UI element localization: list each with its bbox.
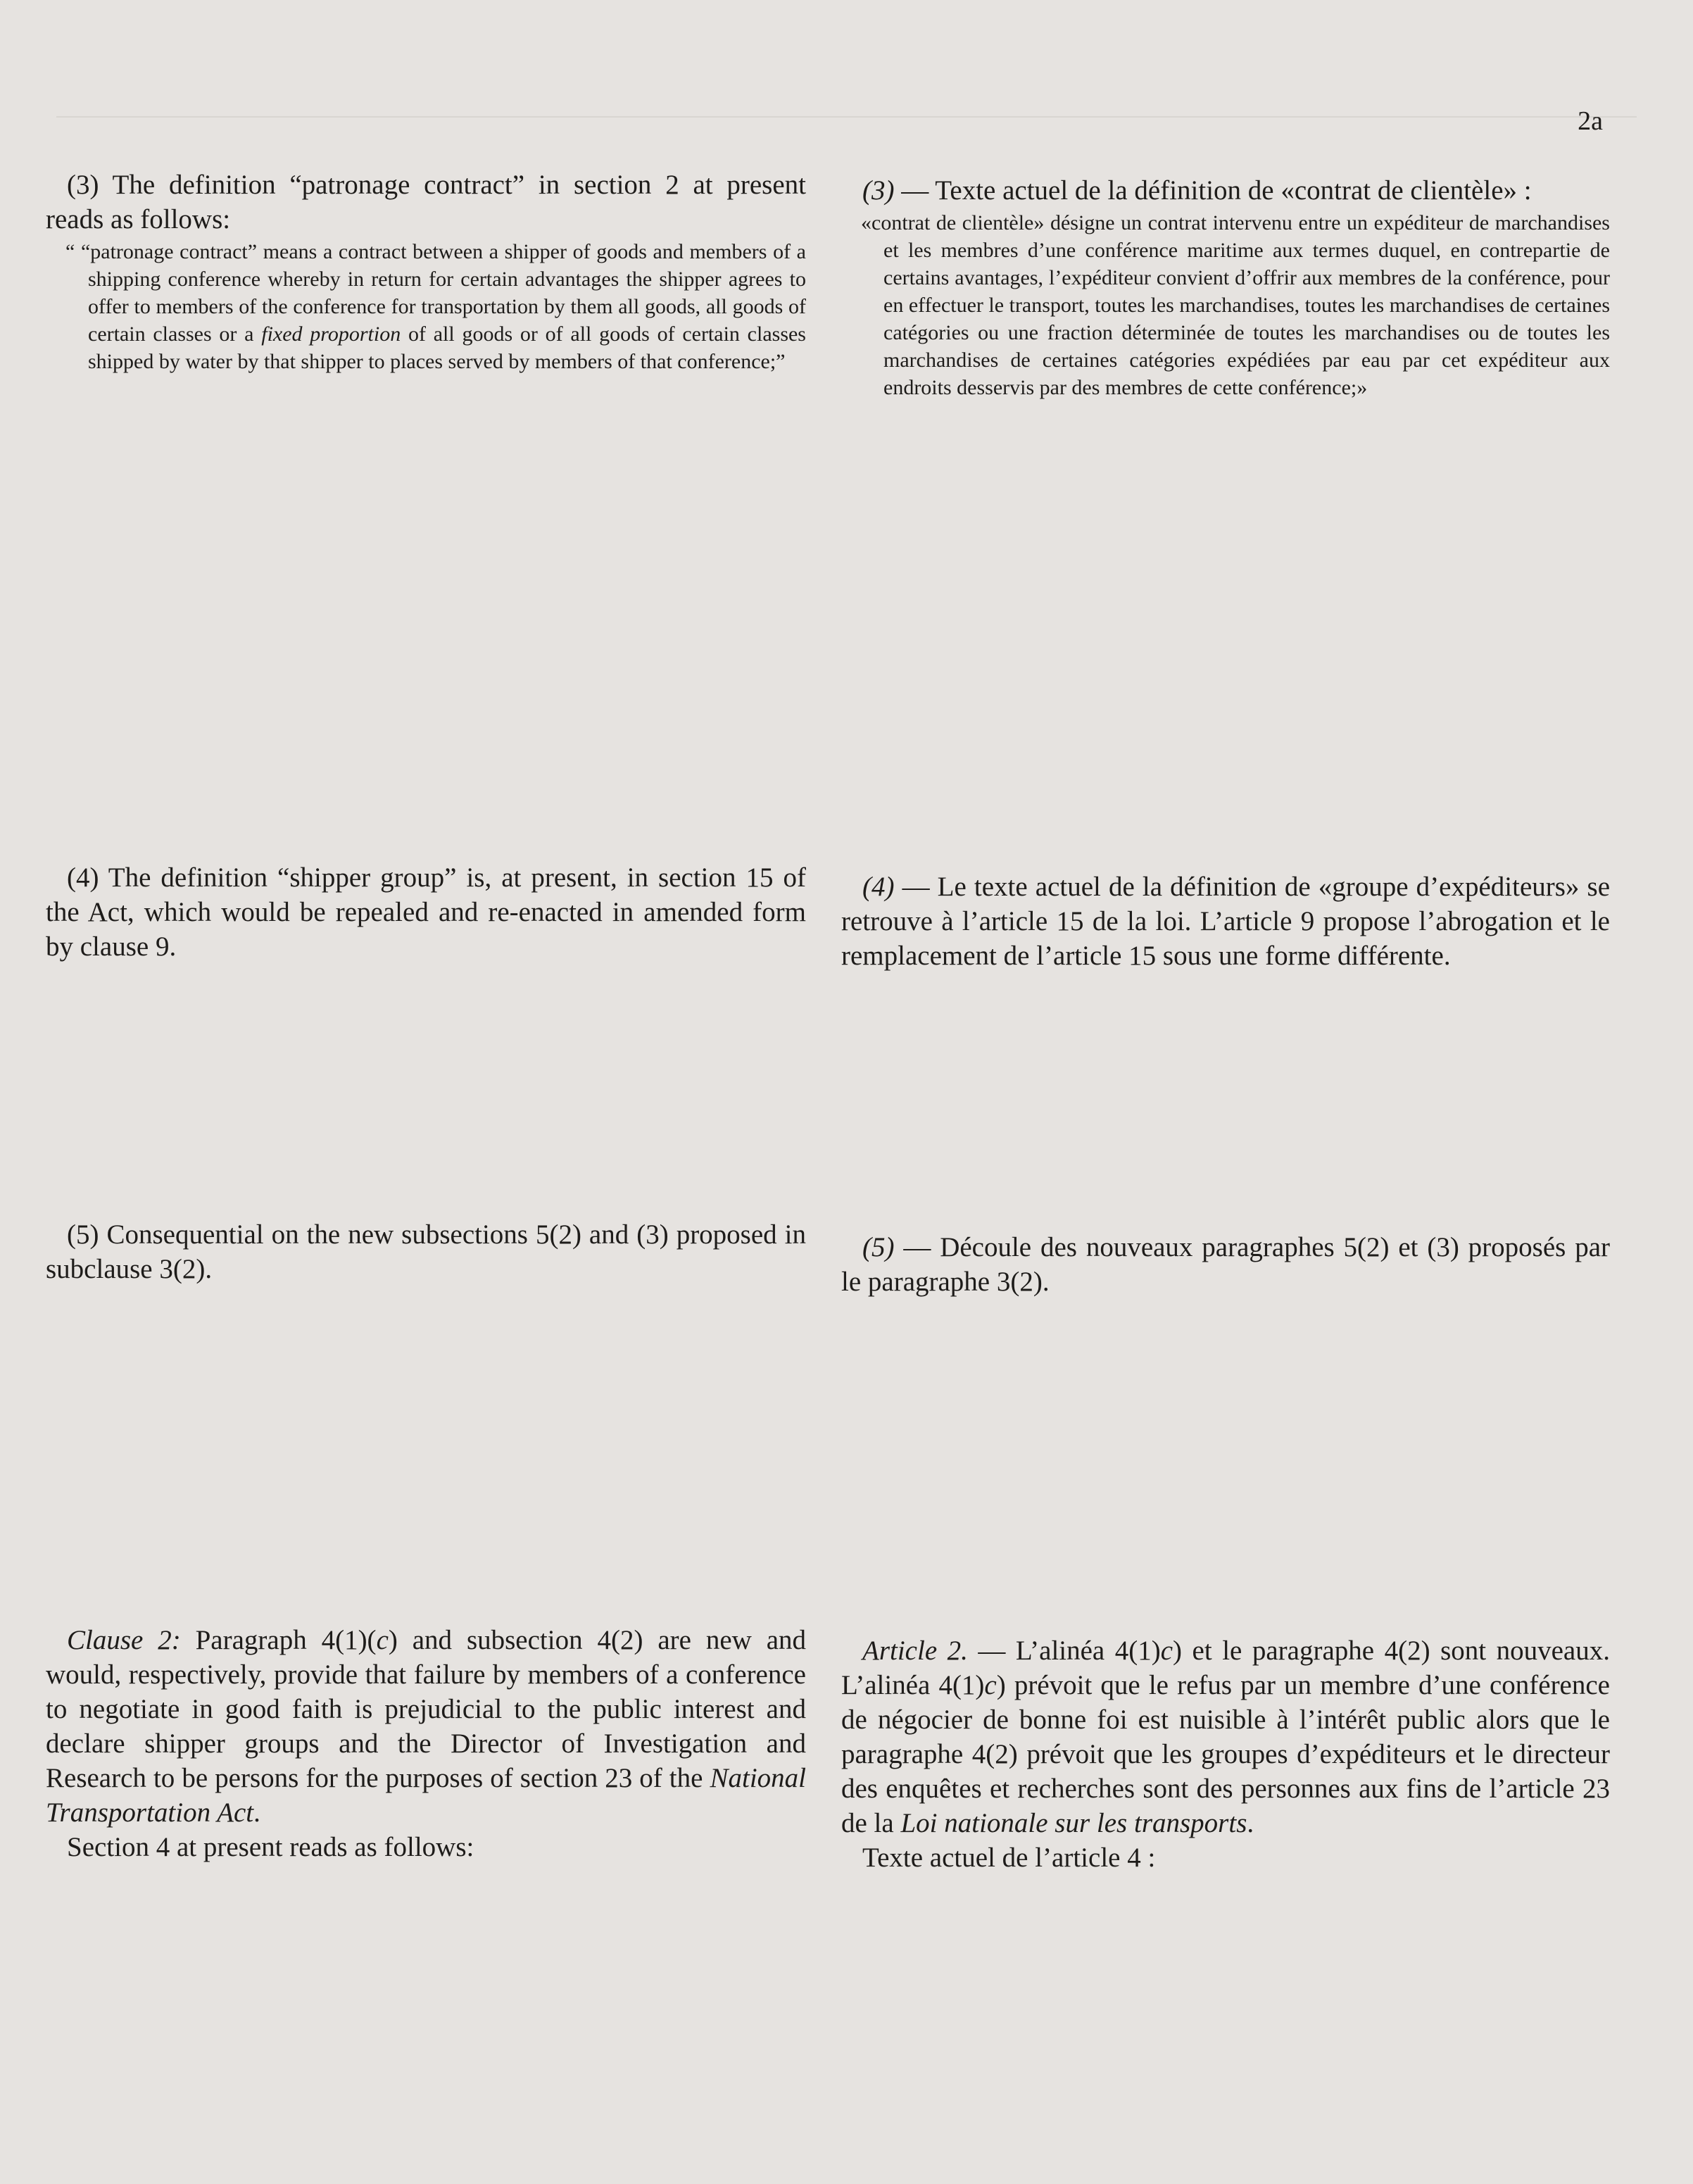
en-clause-2-text <box>46 1623 806 1830</box>
quote-text-a: “ “patronage contract” means a contract between a shipper of goods and members of a shipping conference whereby in return for certain advantages the shipper agrees to offer to members of the conference for transportation by them all goods, all goods of certain classes or a <box>65 240 806 346</box>
en-section-4-intro: Section 4 at present reads as follows: <box>67 1832 474 1862</box>
quote-text-b: of all goods or of all goods of certain classes shipped by water by that shipper to places served by members of that conference;” <box>88 322 806 373</box>
clause-letter: c <box>376 1625 389 1655</box>
loi-title: Loi nationale sur les transports <box>900 1808 1247 1838</box>
fr-note-4-text <box>841 870 1610 973</box>
clause-label: Clause 2: <box>67 1625 181 1655</box>
fr-note-4 <box>841 870 1610 973</box>
fr-note-5-body: — Découle des nouveaux paragraphes 5(2) et (3) proposés par le paragraphe 3(2). <box>841 1232 1610 1297</box>
fr-note-5-label: (5) <box>862 1232 895 1262</box>
en-note-4-text: (4) The definition “shipper group” is, at present, in section 15 of the Act, which would be repealed and re-enacted in amended form by clause 9. <box>46 862 806 962</box>
article-text-d: ) prévoit que le refus par un membre d’une conférence de négocier de bonne foi est nuisible à l’intérêt public alors que le paragraphe 4(2) prévoit que les groupes d’expéditeurs et le directeur des enquêtes et recherches sont des personnes aux fins de l’article 23 de la <box>841 1670 1610 1838</box>
quote-emphasis: fixed proportion <box>261 322 401 346</box>
fr-note-3-label: (3) <box>862 175 895 206</box>
page-number: 2a <box>1578 106 1603 136</box>
clause-text-b: ) and subsection 4(2) are new and would, respectively, provide that failure by members of a conference to negotiate in good faith is prejudicial to the public interest and declare shipper groups and the Director of Investigation and Research to be persons for the purposes of section 23 of the <box>46 1625 807 1793</box>
fr-note-5 <box>841 1230 1610 1299</box>
en-note-3-quote <box>46 238 806 375</box>
fr-note-5-text <box>841 1230 1610 1299</box>
clause-text-a: Paragraph 4(1)( <box>180 1625 377 1655</box>
fr-note-4-body: — Le texte actuel de la définition de «groupe d’expéditeurs» se retrouve à l’article 15 de la loi. L’article 9 propose l’abrogation et le remplacement de l’article 15 sous une forme différente. <box>841 872 1610 971</box>
article-label: Article 2. <box>862 1636 968 1666</box>
fr-article-2 <box>841 1633 1610 1875</box>
bleed-through-rule <box>56 116 1637 118</box>
act-title: National Transportation Act <box>46 1763 806 1828</box>
fr-article-2-text <box>841 1633 1610 1840</box>
en-note-5-text: (5) Consequential on the new subsections 5(2) and (3) proposed in subclause 3(2). <box>46 1219 806 1284</box>
article-end: . <box>1247 1808 1254 1838</box>
en-note-3 <box>46 168 806 375</box>
en-note-3-intro: (3) The definition “patronage contract” in section 2 at present reads as follows: <box>46 170 806 234</box>
fr-article-4-intro: Texte actuel de l’article 4 : <box>862 1843 1156 1873</box>
en-note-5 <box>46 1217 806 1286</box>
article-letter-2: c <box>984 1670 997 1700</box>
en-note-4 <box>46 860 806 964</box>
fr-note-3-text: — Texte actuel de la définition de «contrat de clientèle» : <box>894 175 1532 206</box>
fr-note-3 <box>841 173 1610 401</box>
article-letter-1: c <box>1160 1636 1173 1666</box>
en-clause-2 <box>46 1623 806 1864</box>
clause-end: . <box>253 1797 260 1828</box>
article-text-a: — L’alinéa 4(1) <box>967 1636 1161 1666</box>
fr-note-4-label: (4) <box>862 872 895 902</box>
article-text-b: ) et le paragraphe 4(2) sont nouveaux. L’alinéa 4(1) <box>841 1636 1610 1700</box>
fr-note-3-quote: «contrat de clientèle» désigne un contrat intervenu entre un expéditeur de marchandises et les membres d’une conférence maritime aux termes duquel, en contrepartie de certains avantages, l’expéditeur convient d’offrir aux membres de la conférence, pour en effectuer le transport, toutes les marchandises, toutes les marchandises de certaines catégories ou une fraction déterminée de toutes les marchandises ou de toutes les marchandises de certaines catégories expédiées par eau par cet expéditeur aux endroits desservis par des membres de cette conférence;» <box>861 211 1610 399</box>
fr-note-3-intro <box>841 173 1610 208</box>
